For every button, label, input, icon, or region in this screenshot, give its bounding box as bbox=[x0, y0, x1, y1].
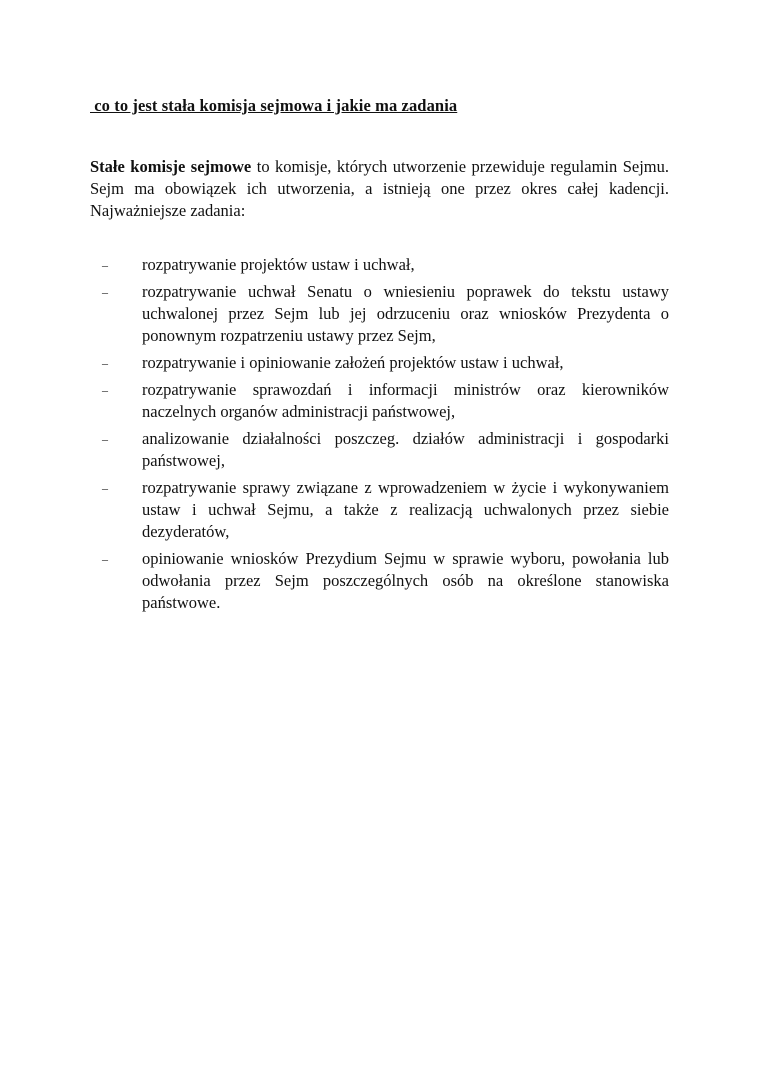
list-item bbox=[90, 254, 669, 276]
dash-bullet-icon: – bbox=[102, 356, 108, 370]
page-title: co to jest stała komisja sejmowa i jakie ma zadania bbox=[90, 96, 458, 115]
list-item-text: rozpatrywanie sprawy związane z wprowadzeniem w życie i wykonywaniem ustaw i uchwał Sejmu, a także z realizacją uchwalonych przez siebie dezyderatów, bbox=[142, 478, 669, 541]
list-item-text: rozpatrywanie projektów ustaw i uchwał, bbox=[142, 255, 415, 274]
intro-paragraph bbox=[90, 156, 669, 222]
list-item bbox=[90, 352, 669, 374]
dash-bullet-icon: – bbox=[102, 383, 108, 397]
list-item bbox=[90, 477, 669, 543]
list-item-text: rozpatrywanie i opiniowanie założeń projektów ustaw i uchwał, bbox=[142, 353, 564, 372]
list-item bbox=[90, 428, 669, 472]
dash-bullet-icon: – bbox=[102, 285, 108, 299]
intro-bold-term: Stałe komisje sejmowe bbox=[90, 157, 252, 176]
dash-bullet-icon: – bbox=[102, 552, 108, 566]
intro-text: to komisje, których utworzenie przewiduje regulamin Sejmu. Sejm ma obowiązek ich utworzenia, a istnieją one przez okres całej kadencji. Najważniejsze zadania: bbox=[90, 157, 670, 220]
dash-bullet-icon: – bbox=[102, 258, 108, 272]
list-item-text: rozpatrywanie uchwał Senatu o wniesieniu poprawek do tekstu ustawy uchwalonej przez Sejm lub jej odrzuceniu oraz wniosków Prezydenta o ponownym rozpatrzeniu ustawy przez Sejm, bbox=[142, 282, 669, 345]
list-item bbox=[90, 281, 669, 347]
list-item-text: opiniowanie wniosków Prezydium Sejmu w sprawie wyboru, powołania lub odwołania przez Sejm poszczególnych osób na określone stanowiska państwowe. bbox=[142, 549, 669, 612]
list-item bbox=[90, 548, 669, 614]
dash-bullet-icon: – bbox=[102, 481, 108, 495]
list-item-text: rozpatrywanie sprawozdań i informacji ministrów oraz kierowników naczelnych organów administracji państwowej, bbox=[142, 380, 669, 421]
task-list bbox=[90, 254, 669, 619]
list-item bbox=[90, 379, 669, 423]
list-item-text: analizowanie działalności poszczeg. działów administracji i gospodarki państwowej, bbox=[142, 429, 669, 470]
dash-bullet-icon: – bbox=[102, 432, 108, 446]
